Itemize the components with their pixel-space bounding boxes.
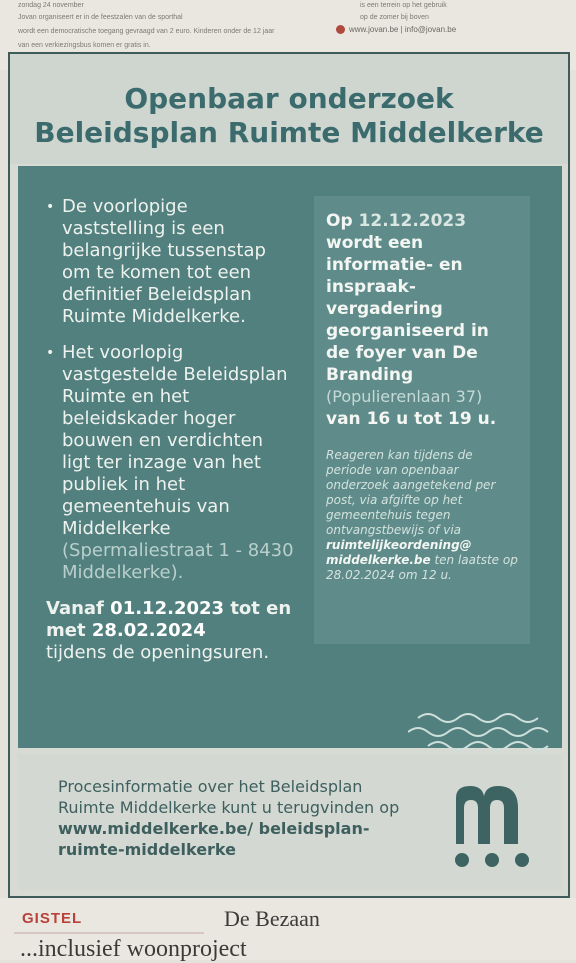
contact-dot-icon	[336, 25, 345, 34]
ad-title-line2: Beleidsplan Ruimte Middelkerke	[34, 116, 544, 149]
bullet-item	[46, 196, 296, 328]
bullet-text: Het voorlopig vastgestelde Beleidsplan Ruimte en het beleidskader hoger bouwen en verdichten ligt ter inzage van het publiek in het gemeentehuis van Middelkerke	[62, 342, 288, 539]
meeting-prefix: Op	[326, 211, 353, 231]
newspaper-line: wordt een democratische toegang gevraagd van 2 euro. Kinderen onder de 12 jaar	[18, 28, 275, 35]
reaction-deadline: ten laatste op 28.02.2024 om 12 u.	[326, 553, 518, 582]
meeting-text: wordt een informatie- en inspraak-vergadering georganiseerd in de foyer van De Branding	[326, 233, 489, 385]
meeting-date: 12.12.2023	[358, 211, 467, 231]
headline-partial: ...inclusief woonproject	[20, 936, 247, 962]
meeting-time: van 16 u tot 19 u.	[326, 409, 497, 429]
reaction-email: ruimtelijkeordening@ middelkerke.be	[326, 538, 472, 567]
contact-text: www.jovan.be | info@jovan.be	[349, 25, 457, 34]
contact-line	[336, 25, 456, 34]
newspaper-line: zondag 24 november	[18, 2, 84, 9]
section-label: GISTEL	[22, 910, 83, 927]
column-title: De Bezaan	[224, 906, 320, 931]
newspaper-line: op de zomer bij boven	[360, 14, 429, 21]
newspaper-line: Jovan organiseert er in de feestzalen van de sporthal	[18, 14, 183, 21]
period-prefix: Vanaf	[46, 598, 104, 619]
newspaper-line: van een verkiezingsbus komen er gratis in.	[18, 42, 151, 49]
bullet-item	[46, 342, 296, 584]
bullet-icon: •	[46, 199, 55, 215]
period-end: 28.02.2024	[91, 620, 206, 641]
meeting-box	[314, 196, 530, 644]
inspection-period	[46, 598, 296, 664]
ad-title-line1: Openbaar onderzoek	[124, 82, 454, 115]
middelkerke-logo-icon	[448, 776, 538, 876]
footer-info	[18, 754, 562, 890]
process-info	[58, 776, 408, 860]
main-panel	[18, 166, 562, 748]
bullet-icon: •	[46, 345, 55, 361]
period-middle: tot en met	[46, 598, 292, 641]
bullet-address: (Spermaliestraat 1 - 8430 Middelkerke).	[62, 540, 294, 583]
period-start: 01.12.2023	[110, 598, 225, 619]
newspaper-line: is een terrein op het gebruik	[360, 2, 447, 9]
meeting-address: (Populierenlaan 37)	[326, 387, 483, 406]
bullet-text: De voorlopige vaststelling is een belangrijke tussenstap om te komen tot een definitief Beleidsplan Ruimte Middelkerke.	[62, 196, 266, 327]
process-link[interactable]: www.middelkerke.be/ beleidsplan-ruimte-middelkerke	[58, 819, 370, 859]
period-hours: tijdens de openingsuren.	[46, 642, 270, 663]
process-text: Procesinformatie over het Beleidsplan Ruimte Middelkerke kunt u terugvinden op	[58, 777, 400, 817]
left-column	[46, 196, 296, 664]
ad-title-area	[10, 54, 568, 164]
newspaper-bottom	[0, 898, 576, 960]
advertisement	[8, 52, 570, 898]
meeting-announcement	[326, 210, 518, 386]
section-divider	[14, 932, 204, 934]
reaction-text: Reageren kan tijdens de periode van openbaar onderzoek aangetekend per post, via afgifte op het gemeentehuis tegen ontvangstbewijs of via	[326, 448, 496, 537]
reaction-info	[326, 448, 518, 583]
